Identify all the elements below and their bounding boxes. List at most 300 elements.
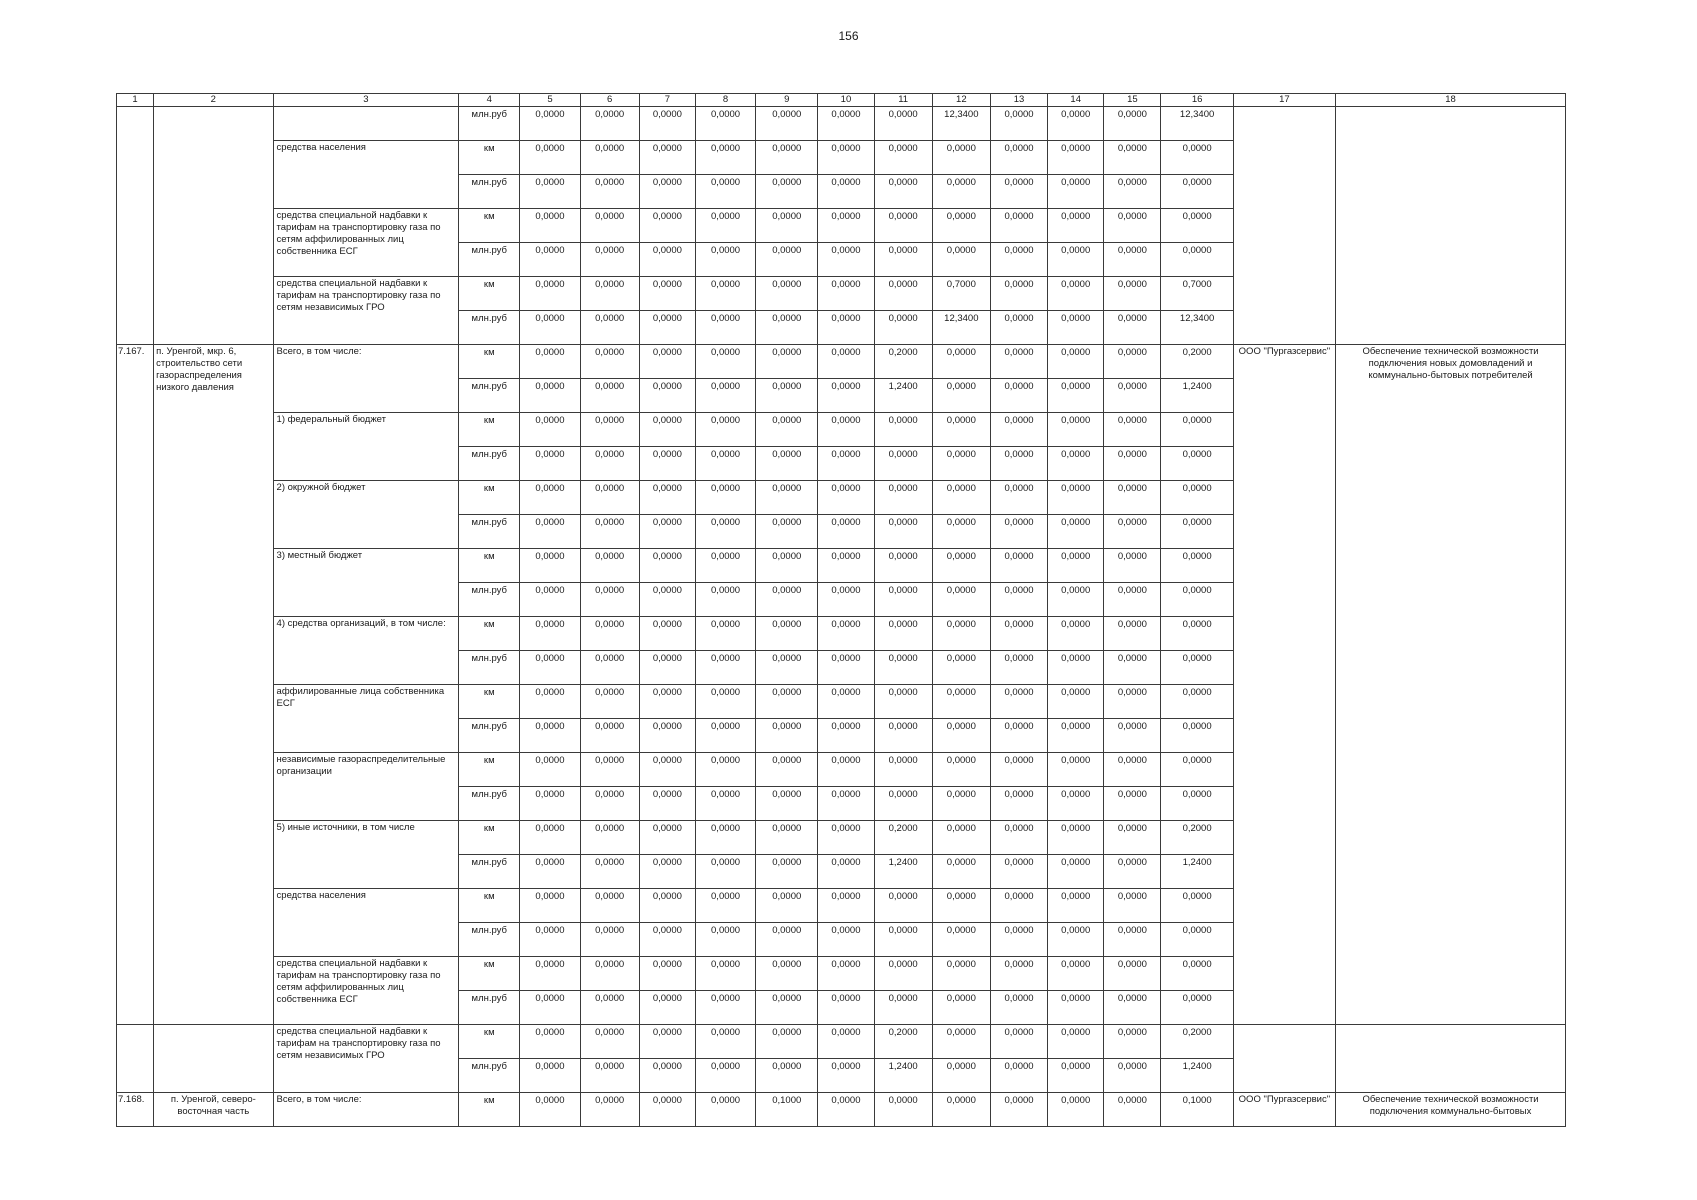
value-cell: 0,0000: [932, 549, 990, 583]
value-cell: 0,0000: [520, 719, 580, 753]
value-cell: 0,0000: [990, 413, 1047, 447]
column-number-cell: 5: [520, 94, 580, 107]
object-name-cell: [154, 107, 273, 345]
value-cell: 0,0000: [1048, 957, 1104, 991]
value-cell: 0,0000: [1048, 175, 1104, 209]
value-cell: 12,3400: [932, 107, 990, 141]
funding-source-cell: независимые газораспределительные организации: [273, 753, 459, 821]
unit-cell: млн.руб: [459, 447, 520, 481]
value-cell: 0,0000: [639, 209, 695, 243]
value-cell: 0,0000: [695, 175, 755, 209]
value-cell: 0,0000: [1048, 685, 1104, 719]
value-cell: 0,0000: [874, 923, 932, 957]
column-number-cell: 3: [273, 94, 459, 107]
value-cell: 0,0000: [639, 957, 695, 991]
value-cell: 0,0000: [580, 957, 639, 991]
value-cell: 0,0000: [580, 685, 639, 719]
value-cell: 0,0000: [932, 141, 990, 175]
value-cell: 0,0000: [695, 141, 755, 175]
contractor-cell: ООО "Пургазсервис": [1233, 1093, 1335, 1127]
value-cell: 0,0000: [756, 991, 818, 1025]
value-cell: 0,0000: [639, 991, 695, 1025]
value-cell: 0,0000: [695, 821, 755, 855]
value-cell: 0,0000: [520, 175, 580, 209]
value-cell: 0,0000: [756, 1025, 818, 1059]
value-cell: 0,0000: [874, 753, 932, 787]
funding-source-cell: аффилированные лица собственника ЕСГ: [273, 685, 459, 753]
value-cell: 0,0000: [990, 855, 1047, 889]
funding-source-cell: 4) средства организаций, в том числе:: [273, 617, 459, 685]
value-cell: 0,0000: [639, 821, 695, 855]
value-cell: 0,0000: [756, 719, 818, 753]
value-cell: 0,0000: [520, 651, 580, 685]
value-cell: 0,0000: [1161, 447, 1233, 481]
value-cell: 0,0000: [990, 1093, 1047, 1127]
value-cell: 0,0000: [990, 1025, 1047, 1059]
value-cell: 0,0000: [695, 583, 755, 617]
value-cell: 0,0000: [639, 345, 695, 379]
value-cell: 0,0000: [520, 821, 580, 855]
value-cell: 0,0000: [818, 345, 874, 379]
table-row: [117, 1093, 1566, 1127]
value-cell: 0,0000: [580, 617, 639, 651]
item-number-cell: [117, 1025, 154, 1093]
value-cell: 0,0000: [639, 277, 695, 311]
value-cell: 0,0000: [756, 651, 818, 685]
unit-cell: млн.руб: [459, 583, 520, 617]
value-cell: 0,0000: [580, 787, 639, 821]
value-cell: 0,0000: [932, 957, 990, 991]
column-number-cell: 11: [874, 94, 932, 107]
column-number-cell: 18: [1336, 94, 1566, 107]
value-cell: 0,0000: [1048, 1093, 1104, 1127]
value-cell: 0,0000: [990, 719, 1047, 753]
value-cell: 0,0000: [520, 957, 580, 991]
value-cell: 0,0000: [695, 345, 755, 379]
value-cell: 0,0000: [580, 277, 639, 311]
value-cell: 0,0000: [520, 277, 580, 311]
purpose-cell: [1336, 107, 1566, 345]
unit-cell: км: [459, 277, 520, 311]
value-cell: 0,0000: [874, 175, 932, 209]
funding-source-cell: 1) федеральный бюджет: [273, 413, 459, 481]
value-cell: 0,0000: [756, 209, 818, 243]
value-cell: 0,0000: [1161, 923, 1233, 957]
value-cell: 0,0000: [520, 753, 580, 787]
value-cell: 0,0000: [1104, 277, 1161, 311]
value-cell: 0,0000: [990, 685, 1047, 719]
value-cell: 0,0000: [818, 311, 874, 345]
column-number-cell: 15: [1104, 94, 1161, 107]
value-cell: 0,0000: [639, 175, 695, 209]
value-cell: 0,0000: [1048, 243, 1104, 277]
column-number-cell: 4: [459, 94, 520, 107]
value-cell: 0,0000: [639, 1025, 695, 1059]
value-cell: 0,0000: [874, 515, 932, 549]
value-cell: 0,0000: [818, 209, 874, 243]
value-cell: 0,0000: [1048, 277, 1104, 311]
value-cell: 0,0000: [756, 243, 818, 277]
value-cell: 0,0000: [639, 141, 695, 175]
funding-source-cell: [273, 107, 459, 141]
unit-cell: млн.руб: [459, 923, 520, 957]
value-cell: 0,0000: [695, 1093, 755, 1127]
value-cell: 0,2000: [874, 1025, 932, 1059]
value-cell: 0,0000: [520, 923, 580, 957]
value-cell: 0,0000: [639, 685, 695, 719]
value-cell: 0,0000: [756, 107, 818, 141]
value-cell: 0,2000: [1161, 1025, 1233, 1059]
value-cell: 0,0000: [695, 957, 755, 991]
value-cell: 0,0000: [1104, 209, 1161, 243]
value-cell: 0,0000: [520, 413, 580, 447]
value-cell: 0,0000: [932, 923, 990, 957]
column-number-cell: 2: [154, 94, 273, 107]
value-cell: 0,0000: [520, 209, 580, 243]
value-cell: 0,0000: [1104, 957, 1161, 991]
value-cell: 0,0000: [695, 923, 755, 957]
value-cell: 0,0000: [1104, 753, 1161, 787]
value-cell: 0,0000: [818, 277, 874, 311]
unit-cell: млн.руб: [459, 515, 520, 549]
value-cell: 0,0000: [818, 991, 874, 1025]
value-cell: 0,0000: [756, 345, 818, 379]
value-cell: 0,0000: [1048, 1025, 1104, 1059]
value-cell: 0,0000: [695, 685, 755, 719]
value-cell: 0,0000: [580, 107, 639, 141]
value-cell: 0,0000: [1104, 889, 1161, 923]
value-cell: 0,0000: [932, 1025, 990, 1059]
value-cell: 0,0000: [1048, 855, 1104, 889]
value-cell: 0,0000: [990, 753, 1047, 787]
unit-cell: млн.руб: [459, 379, 520, 413]
value-cell: 0,0000: [874, 991, 932, 1025]
value-cell: 0,0000: [1104, 549, 1161, 583]
unit-cell: млн.руб: [459, 1059, 520, 1093]
value-cell: 0,0000: [639, 923, 695, 957]
value-cell: 0,0000: [1104, 345, 1161, 379]
column-number-cell: 10: [818, 94, 874, 107]
value-cell: 0,0000: [639, 719, 695, 753]
funding-source-cell: средства специальной надбавки к тарифам на транспортировку газа по сетям аффилированных лиц собственника ЕСГ: [273, 957, 459, 1025]
value-cell: 0,0000: [1048, 379, 1104, 413]
value-cell: 0,0000: [990, 923, 1047, 957]
unit-cell: млн.руб: [459, 175, 520, 209]
funding-source-cell: 2) окружной бюджет: [273, 481, 459, 549]
value-cell: 0,0000: [1161, 141, 1233, 175]
value-cell: 0,0000: [1104, 719, 1161, 753]
value-cell: 0,0000: [756, 1059, 818, 1093]
value-cell: 0,0000: [990, 345, 1047, 379]
value-cell: 0,0000: [932, 685, 990, 719]
value-cell: 0,0000: [990, 957, 1047, 991]
value-cell: 0,0000: [932, 651, 990, 685]
value-cell: 0,0000: [818, 583, 874, 617]
funding-source-cell: 3) местный бюджет: [273, 549, 459, 617]
value-cell: 0,0000: [874, 243, 932, 277]
value-cell: 0,0000: [1104, 617, 1161, 651]
column-number-cell: 1: [117, 94, 154, 107]
value-cell: 0,0000: [932, 209, 990, 243]
value-cell: 0,0000: [1104, 821, 1161, 855]
contractor-cell: [1233, 1025, 1335, 1093]
value-cell: 0,0000: [695, 753, 755, 787]
value-cell: 0,0000: [580, 481, 639, 515]
value-cell: 0,0000: [756, 277, 818, 311]
value-cell: 0,0000: [932, 583, 990, 617]
value-cell: 0,0000: [818, 141, 874, 175]
value-cell: 0,0000: [874, 277, 932, 311]
value-cell: 0,0000: [520, 889, 580, 923]
value-cell: 0,0000: [818, 719, 874, 753]
page-number: 156: [838, 29, 859, 43]
column-number-cell: 6: [580, 94, 639, 107]
value-cell: 0,0000: [639, 549, 695, 583]
value-cell: 0,0000: [1048, 583, 1104, 617]
value-cell: 0,0000: [990, 549, 1047, 583]
value-cell: 0,0000: [1048, 753, 1104, 787]
value-cell: 0,0000: [1048, 447, 1104, 481]
unit-cell: км: [459, 753, 520, 787]
value-cell: 0,0000: [1048, 787, 1104, 821]
unit-cell: км: [459, 889, 520, 923]
value-cell: 0,0000: [639, 481, 695, 515]
funding-source-cell: средства населения: [273, 889, 459, 957]
value-cell: 0,0000: [932, 889, 990, 923]
funding-source-cell: средства населения: [273, 141, 459, 209]
value-cell: 0,0000: [1048, 141, 1104, 175]
value-cell: 0,0000: [1048, 209, 1104, 243]
value-cell: 0,0000: [818, 787, 874, 821]
value-cell: 0,0000: [932, 1059, 990, 1093]
table-row: [117, 345, 1566, 379]
value-cell: 0,0000: [580, 719, 639, 753]
value-cell: 0,0000: [756, 481, 818, 515]
value-cell: 0,0000: [756, 685, 818, 719]
column-number-cell: 9: [756, 94, 818, 107]
value-cell: 0,0000: [756, 311, 818, 345]
value-cell: 0,7000: [932, 277, 990, 311]
unit-cell: млн.руб: [459, 651, 520, 685]
funding-source-cell: средства специальной надбавки к тарифам на транспортировку газа по сетям независимых ГРО: [273, 277, 459, 345]
item-number-cell: 7.168.: [117, 1093, 154, 1127]
value-cell: 0,0000: [818, 1059, 874, 1093]
unit-cell: млн.руб: [459, 991, 520, 1025]
purpose-cell: [1336, 1025, 1566, 1093]
value-cell: 0,0000: [695, 549, 755, 583]
value-cell: 0,0000: [1048, 889, 1104, 923]
value-cell: 0,0000: [580, 209, 639, 243]
value-cell: 0,0000: [520, 583, 580, 617]
table-row: [117, 1025, 1566, 1059]
value-cell: 0,0000: [818, 651, 874, 685]
value-cell: 0,0000: [639, 889, 695, 923]
value-cell: 0,0000: [932, 413, 990, 447]
value-cell: 0,0000: [756, 957, 818, 991]
value-cell: 0,0000: [1048, 821, 1104, 855]
funding-source-cell: средства специальной надбавки к тарифам на транспортировку газа по сетям независимых ГРО: [273, 1025, 459, 1093]
value-cell: 0,2000: [874, 821, 932, 855]
table-row: [117, 107, 1566, 141]
value-cell: 0,0000: [818, 549, 874, 583]
value-cell: 0,0000: [756, 855, 818, 889]
value-cell: 0,0000: [932, 855, 990, 889]
funding-source-cell: Всего, в том числе:: [273, 345, 459, 413]
unit-cell: км: [459, 957, 520, 991]
value-cell: 0,0000: [932, 243, 990, 277]
value-cell: 0,0000: [580, 243, 639, 277]
value-cell: 0,0000: [756, 821, 818, 855]
unit-cell: млн.руб: [459, 719, 520, 753]
value-cell: 0,0000: [639, 379, 695, 413]
unit-cell: км: [459, 141, 520, 175]
value-cell: 0,0000: [990, 175, 1047, 209]
value-cell: 0,0000: [874, 141, 932, 175]
value-cell: 0,0000: [695, 311, 755, 345]
value-cell: 0,0000: [1161, 787, 1233, 821]
value-cell: 0,0000: [932, 1093, 990, 1127]
value-cell: 0,0000: [1161, 413, 1233, 447]
value-cell: 0,0000: [818, 1025, 874, 1059]
value-cell: 0,0000: [1104, 175, 1161, 209]
value-cell: 0,0000: [1104, 379, 1161, 413]
value-cell: 0,0000: [520, 447, 580, 481]
value-cell: 0,0000: [1104, 1059, 1161, 1093]
value-cell: 0,0000: [695, 209, 755, 243]
value-cell: 0,0000: [990, 515, 1047, 549]
value-cell: 0,0000: [1161, 957, 1233, 991]
value-cell: 0,0000: [932, 991, 990, 1025]
value-cell: 0,0000: [1161, 617, 1233, 651]
unit-cell: км: [459, 549, 520, 583]
value-cell: 0,0000: [990, 1059, 1047, 1093]
value-cell: 0,0000: [580, 991, 639, 1025]
value-cell: 0,0000: [580, 821, 639, 855]
unit-cell: млн.руб: [459, 243, 520, 277]
value-cell: 0,0000: [1161, 583, 1233, 617]
value-cell: 0,0000: [1104, 447, 1161, 481]
value-cell: 0,0000: [990, 447, 1047, 481]
value-cell: 0,0000: [639, 651, 695, 685]
value-cell: 0,0000: [695, 617, 755, 651]
item-number-cell: 7.167.: [117, 345, 154, 1025]
value-cell: 0,0000: [1104, 583, 1161, 617]
value-cell: 0,0000: [695, 719, 755, 753]
value-cell: 0,0000: [1161, 753, 1233, 787]
value-cell: 0,1000: [756, 1093, 818, 1127]
value-cell: 0,0000: [756, 141, 818, 175]
value-cell: 0,0000: [1161, 175, 1233, 209]
value-cell: 0,0000: [1104, 1093, 1161, 1127]
value-cell: 0,1000: [1161, 1093, 1233, 1127]
value-cell: 0,0000: [1104, 923, 1161, 957]
value-cell: 0,0000: [818, 107, 874, 141]
value-cell: 0,0000: [756, 889, 818, 923]
value-cell: 0,0000: [874, 311, 932, 345]
value-cell: 1,2400: [874, 379, 932, 413]
value-cell: 0,0000: [990, 277, 1047, 311]
value-cell: 0,0000: [695, 991, 755, 1025]
value-cell: 0,0000: [874, 583, 932, 617]
value-cell: 0,0000: [1048, 515, 1104, 549]
value-cell: 0,0000: [1048, 345, 1104, 379]
value-cell: 0,0000: [520, 345, 580, 379]
value-cell: 0,0000: [932, 617, 990, 651]
column-number-cell: 7: [639, 94, 695, 107]
value-cell: 0,0000: [580, 889, 639, 923]
value-cell: 0,0000: [1161, 685, 1233, 719]
value-cell: 0,0000: [695, 447, 755, 481]
value-cell: 0,0000: [756, 617, 818, 651]
unit-cell: км: [459, 617, 520, 651]
value-cell: 0,0000: [990, 379, 1047, 413]
value-cell: 0,0000: [1161, 719, 1233, 753]
value-cell: 0,0000: [1104, 141, 1161, 175]
value-cell: 0,2000: [874, 345, 932, 379]
value-cell: 12,3400: [1161, 107, 1233, 141]
value-cell: 0,0000: [639, 787, 695, 821]
value-cell: 0,0000: [818, 753, 874, 787]
value-cell: 0,0000: [580, 753, 639, 787]
value-cell: 0,0000: [874, 1093, 932, 1127]
value-cell: 0,0000: [1048, 617, 1104, 651]
value-cell: 0,0000: [1104, 855, 1161, 889]
value-cell: 0,0000: [818, 889, 874, 923]
value-cell: 0,0000: [520, 855, 580, 889]
value-cell: 0,0000: [1104, 481, 1161, 515]
value-cell: 0,7000: [1161, 277, 1233, 311]
object-name-cell: п. Уренгой, северо-восточная часть: [154, 1093, 273, 1127]
value-cell: 0,0000: [818, 243, 874, 277]
value-cell: 0,0000: [695, 481, 755, 515]
value-cell: 0,0000: [639, 243, 695, 277]
value-cell: 0,0000: [695, 889, 755, 923]
value-cell: 0,0000: [1048, 549, 1104, 583]
value-cell: 0,0000: [818, 447, 874, 481]
value-cell: 0,0000: [580, 447, 639, 481]
column-number-row: [117, 94, 1566, 107]
unit-cell: км: [459, 481, 520, 515]
value-cell: 0,0000: [932, 719, 990, 753]
value-cell: 0,0000: [818, 515, 874, 549]
value-cell: 0,0000: [1104, 991, 1161, 1025]
unit-cell: км: [459, 413, 520, 447]
value-cell: 0,0000: [1161, 991, 1233, 1025]
value-cell: 0,0000: [756, 787, 818, 821]
value-cell: 0,0000: [695, 107, 755, 141]
value-cell: 0,0000: [520, 1059, 580, 1093]
value-cell: 0,0000: [695, 243, 755, 277]
value-cell: 0,0000: [874, 447, 932, 481]
value-cell: 0,0000: [580, 1093, 639, 1127]
value-cell: 0,0000: [639, 447, 695, 481]
value-cell: 0,0000: [580, 379, 639, 413]
value-cell: 0,0000: [818, 379, 874, 413]
contractor-cell: [1233, 107, 1335, 345]
value-cell: 0,0000: [1048, 311, 1104, 345]
value-cell: 0,0000: [756, 379, 818, 413]
value-cell: 0,0000: [580, 583, 639, 617]
value-cell: 0,0000: [932, 821, 990, 855]
value-cell: 0,0000: [874, 413, 932, 447]
value-cell: 0,0000: [1161, 549, 1233, 583]
value-cell: 0,0000: [818, 617, 874, 651]
value-cell: 0,0000: [874, 481, 932, 515]
value-cell: 0,0000: [520, 141, 580, 175]
contractor-cell: ООО "Пургазсервис": [1233, 345, 1335, 1025]
value-cell: 0,0000: [1048, 413, 1104, 447]
value-cell: 0,0000: [818, 821, 874, 855]
